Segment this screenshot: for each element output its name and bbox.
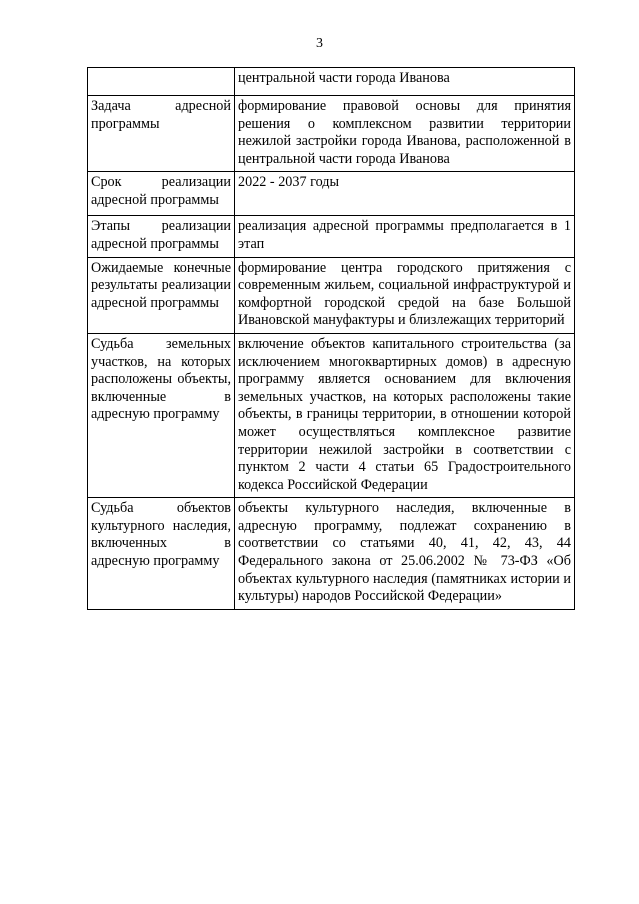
page-number: 3 (316, 36, 323, 51)
row-value-text: центральной части города Иванова (238, 70, 450, 86)
row-label-text: Задача адресной программы (91, 98, 231, 132)
row-value-text: формирование правовой основы для принятия решения о комплексном развитии территории нежилой застройки города Иванова, расположенной в центральной части города Иванова (238, 98, 571, 167)
row-value (235, 96, 575, 172)
table-row (88, 96, 575, 172)
row-value (235, 172, 575, 216)
table-row (88, 68, 575, 96)
row-label (88, 172, 235, 216)
table-row (88, 498, 575, 610)
row-label-text: Этапы реализации адресной программы (91, 218, 231, 252)
row-value-text: формирование центра городского притяжения с современным жильем, социальной инфраструктурой и комфортной городской средой на базе Большой Ивановской мануфактуры и близлежащих территорий (238, 259, 571, 329)
row-value (235, 68, 575, 96)
row-value-text: объекты культурного наследия, включенные в адресную программу, подлежат сохранению в соответствии со статьями 40, 41, 42, 43, 44 Федерального закона от 25.06.2002 № 73-ФЗ «Об объектах культурного наследия (памятниках истории и культуры) народов Российской Федерации» (238, 500, 571, 605)
row-value-text: включение объектов капитального строительства (за исключением многоквартирных домов) в адресную программу является основанием для включения земельных участков, на которых расположены такие объекты, в границы территории, в отношении которой может осуществляться комплексное развитие территории нежилой застройки в соответствии с пунктом 2 части 4 статьи 65 Градостроительного кодекса Российской Федерации (238, 335, 571, 493)
row-value (235, 333, 575, 497)
row-value-text: реализация адресной программы предполагается в 1 этап (238, 218, 571, 252)
table-row (88, 216, 575, 257)
row-label (88, 257, 235, 333)
row-value (235, 498, 575, 610)
table-row (88, 257, 575, 333)
row-value (235, 216, 575, 257)
row-label-text: Срок реализации адресной программы (91, 174, 231, 208)
row-label (88, 498, 235, 610)
program-passport-table (87, 67, 575, 610)
row-label-text: Ожидаемые конечные результаты реализации адресной программы (91, 259, 231, 311)
row-value-text: 2022 - 2037 годы (238, 174, 340, 191)
row-label (88, 333, 235, 497)
row-label (88, 68, 235, 96)
row-label-text: Судьба земельных участков, на которых расположены объекты, включенные в адресную программу (91, 335, 231, 423)
row-label-text: Судьба объектов культурного наследия, включенных в адресную программу (91, 500, 231, 570)
row-label (88, 96, 235, 172)
table-row (88, 172, 575, 216)
row-value (235, 257, 575, 333)
table-row (88, 333, 575, 497)
row-label (88, 216, 235, 257)
